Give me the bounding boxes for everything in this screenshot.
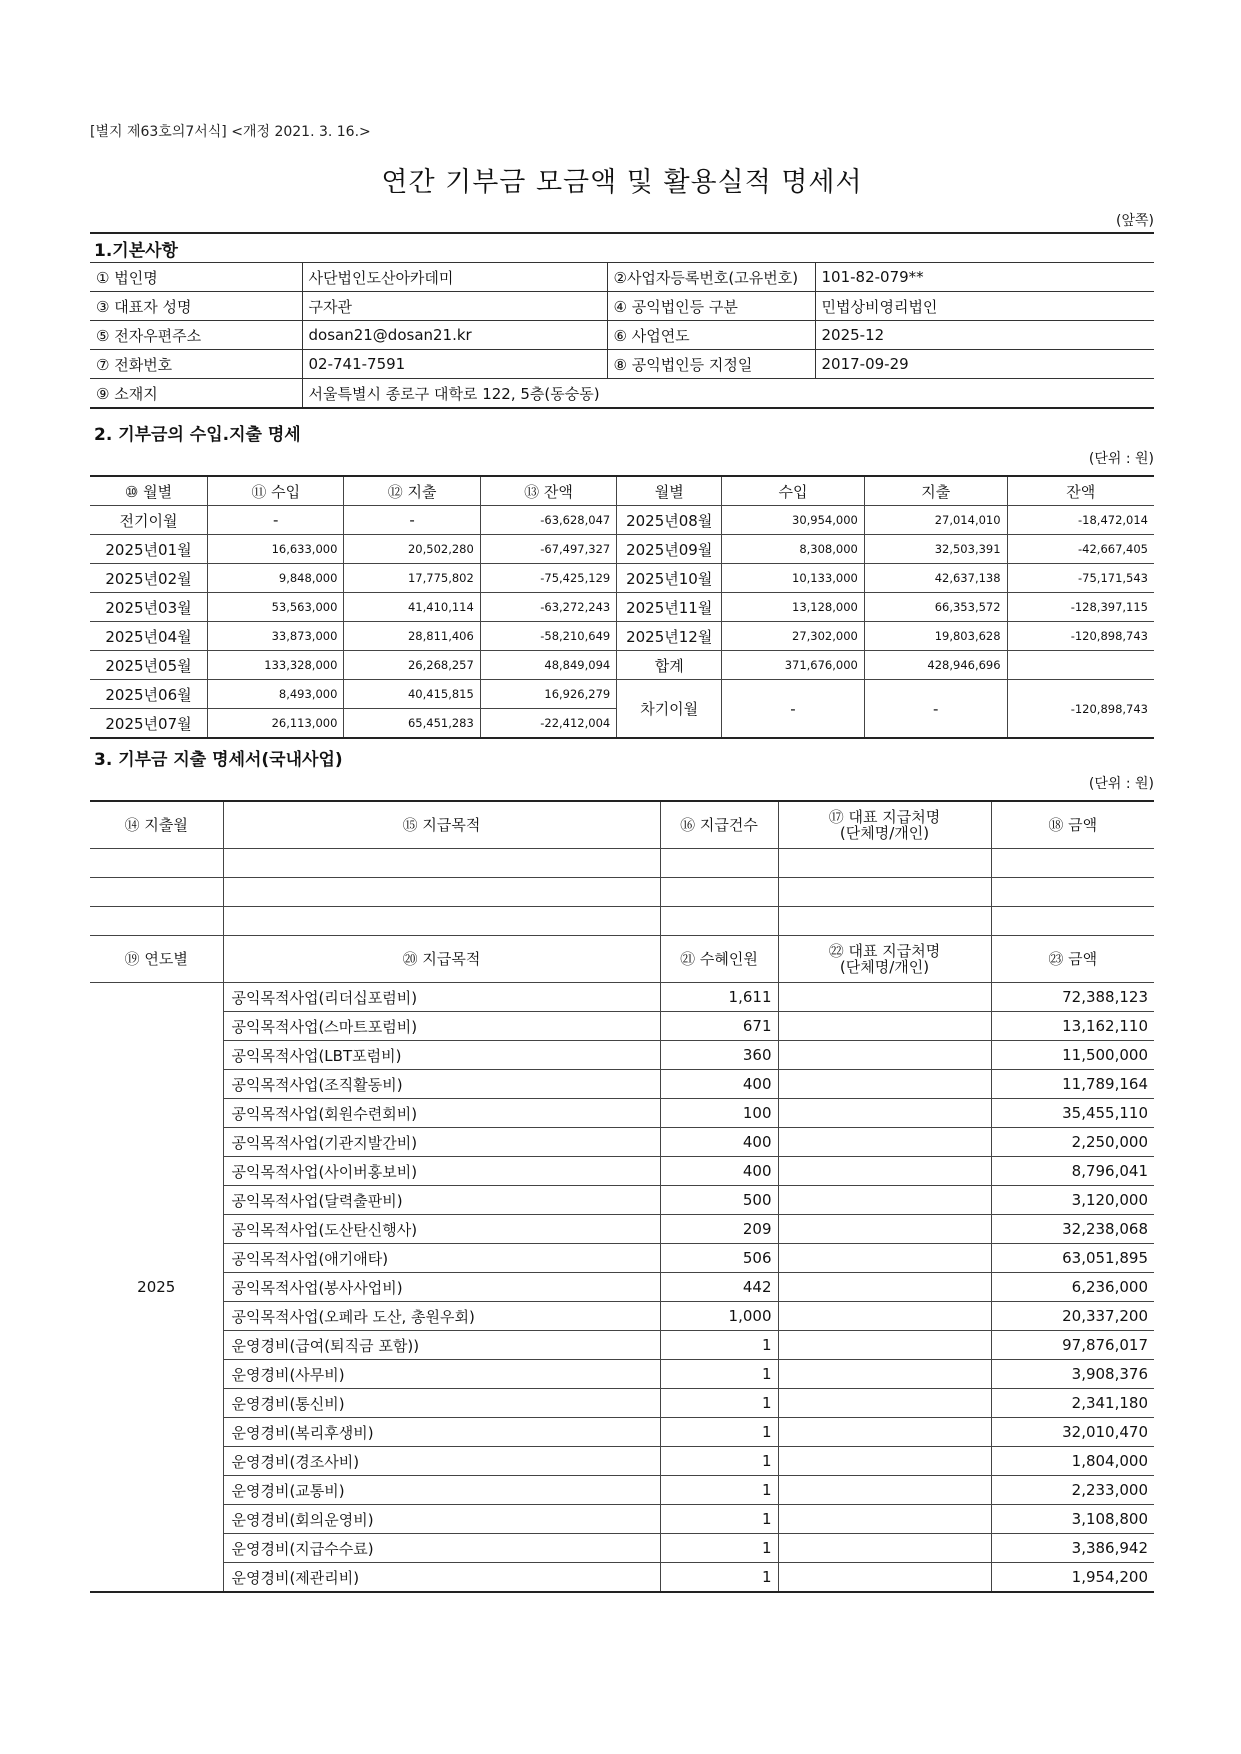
purpose: 운영경비(통신비) bbox=[223, 1389, 660, 1418]
col-payee-line1: ㉒ 대표 지급처명 bbox=[828, 942, 941, 960]
purpose: 공익목적사업(봉사사업비) bbox=[223, 1273, 660, 1302]
purpose: 공익목적사업(사이버홍보비) bbox=[223, 1157, 660, 1186]
table-row bbox=[90, 1447, 1154, 1476]
total-label: 합계 bbox=[617, 651, 722, 680]
info-row bbox=[90, 321, 1154, 350]
balance: -22,412,004 bbox=[480, 709, 616, 739]
expense: 42,637,138 bbox=[864, 564, 1007, 593]
empty-row bbox=[90, 907, 1154, 936]
table-row bbox=[90, 1331, 1154, 1360]
table-row bbox=[90, 1273, 1154, 1302]
table-row bbox=[90, 1534, 1154, 1563]
beneficiary-count: 1 bbox=[660, 1331, 778, 1360]
payee bbox=[778, 1186, 991, 1215]
purpose: 운영경비(제관리비) bbox=[223, 1563, 660, 1593]
month: 2025년02월 bbox=[90, 564, 208, 593]
beneficiary-count: 442 bbox=[660, 1273, 778, 1302]
amount: 3,108,800 bbox=[991, 1505, 1154, 1534]
income: 33,873,000 bbox=[208, 622, 344, 651]
balance: -75,171,543 bbox=[1007, 564, 1154, 593]
section-title: 1.기본사항 bbox=[90, 233, 1154, 263]
balance: -67,497,327 bbox=[480, 535, 616, 564]
purpose: 운영경비(복리후생비) bbox=[223, 1418, 660, 1447]
table-row bbox=[90, 535, 1154, 564]
expense: 32,503,391 bbox=[864, 535, 1007, 564]
amount: 2,233,000 bbox=[991, 1476, 1154, 1505]
beneficiary-count: 209 bbox=[660, 1215, 778, 1244]
month: 2025년06월 bbox=[90, 680, 208, 709]
balance: -128,397,115 bbox=[1007, 593, 1154, 622]
value: 사단법인도산아카데미 bbox=[302, 263, 607, 292]
total-balance bbox=[1007, 651, 1154, 680]
table-row bbox=[90, 1563, 1154, 1593]
col-income: 수입 bbox=[722, 476, 865, 506]
amount: 2,341,180 bbox=[991, 1389, 1154, 1418]
label: ④ 공익법인등 구분 bbox=[607, 292, 815, 321]
table-row bbox=[90, 1302, 1154, 1331]
payee bbox=[778, 1476, 991, 1505]
payee bbox=[778, 1331, 991, 1360]
amount: 20,337,200 bbox=[991, 1302, 1154, 1331]
payee bbox=[778, 1389, 991, 1418]
expense: - bbox=[344, 506, 480, 535]
total-income: 371,676,000 bbox=[722, 651, 865, 680]
month: 2025년07월 bbox=[90, 709, 208, 739]
payee bbox=[778, 1244, 991, 1273]
col-income: ⑪ 수입 bbox=[208, 476, 344, 506]
amount: 3,908,376 bbox=[991, 1360, 1154, 1389]
balance: -75,425,129 bbox=[480, 564, 616, 593]
table-row bbox=[90, 1360, 1154, 1389]
label: ⑦ 전화번호 bbox=[90, 350, 302, 379]
col-payee-line2: (단체명/개인) bbox=[839, 824, 930, 842]
table-row bbox=[90, 506, 1154, 535]
payee bbox=[778, 1041, 991, 1070]
table-row bbox=[90, 1012, 1154, 1041]
col-count: ⑯ 지급건수 bbox=[660, 801, 778, 849]
purpose: 공익목적사업(회원수련회비) bbox=[223, 1099, 660, 1128]
expense: 41,410,114 bbox=[344, 593, 480, 622]
beneficiary-count: 400 bbox=[660, 1128, 778, 1157]
purpose: 운영경비(경조사비) bbox=[223, 1447, 660, 1476]
table-row bbox=[90, 651, 1154, 680]
balance: -42,667,405 bbox=[1007, 535, 1154, 564]
month: 2025년03월 bbox=[90, 593, 208, 622]
info-row bbox=[90, 292, 1154, 321]
income: 30,954,000 bbox=[722, 506, 865, 535]
info-row bbox=[90, 350, 1154, 379]
beneficiary-count: 1 bbox=[660, 1389, 778, 1418]
income: 27,302,000 bbox=[722, 622, 865, 651]
table-header-row bbox=[90, 476, 1154, 506]
expense: 19,803,628 bbox=[864, 622, 1007, 651]
amount: 32,010,470 bbox=[991, 1418, 1154, 1447]
income: 26,113,000 bbox=[208, 709, 344, 739]
expense: 27,014,010 bbox=[864, 506, 1007, 535]
income: 8,308,000 bbox=[722, 535, 865, 564]
expense: 28,811,406 bbox=[344, 622, 480, 651]
amount: 63,051,895 bbox=[991, 1244, 1154, 1273]
expense: 66,353,572 bbox=[864, 593, 1007, 622]
col-month: ⑩ 월별 bbox=[90, 476, 208, 506]
col-purpose: ⑳ 지급목적 bbox=[223, 936, 660, 983]
beneficiary-count: 400 bbox=[660, 1070, 778, 1099]
carryover-expense: - bbox=[864, 680, 1007, 739]
col-payee-line1: ⑰ 대표 지급처명 bbox=[828, 808, 941, 826]
table-row bbox=[90, 680, 1154, 709]
amount: 32,238,068 bbox=[991, 1215, 1154, 1244]
label: ②사업자등록번호(고유번호) bbox=[607, 263, 815, 292]
balance: -63,272,243 bbox=[480, 593, 616, 622]
col-year: ⑲ 연도별 bbox=[90, 936, 223, 983]
col-payee-line2: (단체명/개인) bbox=[839, 958, 930, 976]
payee bbox=[778, 1360, 991, 1389]
col-beneficiaries: ㉑ 수혜인원 bbox=[660, 936, 778, 983]
purpose: 공익목적사업(기관지발간비) bbox=[223, 1128, 660, 1157]
income-expense-table bbox=[90, 475, 1154, 739]
col-expense: 지출 bbox=[864, 476, 1007, 506]
payee bbox=[778, 983, 991, 1012]
amount: 3,386,942 bbox=[991, 1534, 1154, 1563]
beneficiary-count: 1 bbox=[660, 1447, 778, 1476]
beneficiary-count: 1 bbox=[660, 1505, 778, 1534]
payee bbox=[778, 1302, 991, 1331]
table-row bbox=[90, 1389, 1154, 1418]
table-row bbox=[90, 1476, 1154, 1505]
purpose: 공익목적사업(스마트포럼비) bbox=[223, 1012, 660, 1041]
amount: 11,789,164 bbox=[991, 1070, 1154, 1099]
table-header-row bbox=[90, 936, 1154, 983]
table-row bbox=[90, 1215, 1154, 1244]
table-row bbox=[90, 564, 1154, 593]
col-amount: ⑱ 금액 bbox=[991, 801, 1154, 849]
table-row bbox=[90, 593, 1154, 622]
label: ⑥ 사업연도 bbox=[607, 321, 815, 350]
beneficiary-count: 360 bbox=[660, 1041, 778, 1070]
amount: 1,804,000 bbox=[991, 1447, 1154, 1476]
beneficiary-count: 400 bbox=[660, 1157, 778, 1186]
document-title: 연간 기부금 모금액 및 활용실적 명세서 bbox=[381, 167, 863, 198]
payee bbox=[778, 1012, 991, 1041]
value: 2025-12 bbox=[815, 321, 1154, 350]
table-header-row bbox=[90, 801, 1154, 849]
beneficiary-count: 671 bbox=[660, 1012, 778, 1041]
income: 9,848,000 bbox=[208, 564, 344, 593]
col-payee bbox=[778, 936, 991, 983]
income: 53,563,000 bbox=[208, 593, 344, 622]
amount: 1,954,200 bbox=[991, 1563, 1154, 1593]
balance: -18,472,014 bbox=[1007, 506, 1154, 535]
label: ⑧ 공익법인등 지정일 bbox=[607, 350, 815, 379]
month: 2025년01월 bbox=[90, 535, 208, 564]
purpose: 운영경비(회의운영비) bbox=[223, 1505, 660, 1534]
income: 16,633,000 bbox=[208, 535, 344, 564]
info-row bbox=[90, 263, 1154, 292]
carryover-label: 차기이월 bbox=[617, 680, 722, 739]
payee bbox=[778, 1505, 991, 1534]
payee bbox=[778, 1563, 991, 1593]
purpose: 공익목적사업(달력출판비) bbox=[223, 1186, 660, 1215]
beneficiary-count: 1 bbox=[660, 1476, 778, 1505]
table-row bbox=[90, 1157, 1154, 1186]
beneficiary-count: 1 bbox=[660, 1534, 778, 1563]
income: 133,328,000 bbox=[208, 651, 344, 680]
year-cell: 2025 bbox=[90, 983, 223, 1593]
info-row bbox=[90, 379, 1154, 409]
purpose: 운영경비(급여(퇴직금 포함)) bbox=[223, 1331, 660, 1360]
month: 2025년10월 bbox=[617, 564, 722, 593]
label: ③ 대표자 성명 bbox=[90, 292, 302, 321]
amount: 13,162,110 bbox=[991, 1012, 1154, 1041]
value: 101-82-079** bbox=[815, 263, 1154, 292]
income: 10,133,000 bbox=[722, 564, 865, 593]
amount: 6,236,000 bbox=[991, 1273, 1154, 1302]
amount: 35,455,110 bbox=[991, 1099, 1154, 1128]
beneficiary-count: 1,000 bbox=[660, 1302, 778, 1331]
carryover-balance: -120,898,743 bbox=[1007, 680, 1154, 739]
table-row bbox=[90, 1070, 1154, 1099]
beneficiary-count: 500 bbox=[660, 1186, 778, 1215]
table-row bbox=[90, 622, 1154, 651]
expense: 65,451,283 bbox=[344, 709, 480, 739]
balance: 48,849,094 bbox=[480, 651, 616, 680]
purpose: 공익목적사업(리더십포럼비) bbox=[223, 983, 660, 1012]
beneficiary-count: 506 bbox=[660, 1244, 778, 1273]
purpose: 공익목적사업(도산탄신행사) bbox=[223, 1215, 660, 1244]
amount: 97,876,017 bbox=[991, 1331, 1154, 1360]
payee bbox=[778, 1215, 991, 1244]
month: 2025년11월 bbox=[617, 593, 722, 622]
total-expense: 428,946,696 bbox=[864, 651, 1007, 680]
beneficiary-count: 1 bbox=[660, 1418, 778, 1447]
income: 8,493,000 bbox=[208, 680, 344, 709]
amount: 3,120,000 bbox=[991, 1186, 1154, 1215]
month: 2025년12월 bbox=[617, 622, 722, 651]
payee bbox=[778, 1070, 991, 1099]
section-basic-info bbox=[90, 232, 1154, 409]
expense-details-table bbox=[90, 800, 1154, 1593]
expense: 40,415,815 bbox=[344, 680, 480, 709]
month: 2025년05월 bbox=[90, 651, 208, 680]
purpose: 운영경비(사무비) bbox=[223, 1360, 660, 1389]
table-row bbox=[90, 1128, 1154, 1157]
carryover-income: - bbox=[722, 680, 865, 739]
expense: 26,268,257 bbox=[344, 651, 480, 680]
purpose: 공익목적사업(조직활동비) bbox=[223, 1070, 660, 1099]
month: 2025년08월 bbox=[617, 506, 722, 535]
purpose: 운영경비(지급수수료) bbox=[223, 1534, 660, 1563]
month: 2025년09월 bbox=[617, 535, 722, 564]
table-row bbox=[90, 983, 1154, 1012]
purpose: 공익목적사업(LBT포럼비) bbox=[223, 1041, 660, 1070]
expense: 17,775,802 bbox=[344, 564, 480, 593]
income: - bbox=[208, 506, 344, 535]
expense-rows bbox=[90, 983, 1154, 1593]
basic-info-table bbox=[90, 232, 1154, 409]
payee bbox=[778, 1418, 991, 1447]
empty-row bbox=[90, 849, 1154, 878]
balance: -58,210,649 bbox=[480, 622, 616, 651]
col-expense: ⑫ 지출 bbox=[344, 476, 480, 506]
beneficiary-count: 1,611 bbox=[660, 983, 778, 1012]
col-amount: ㉓ 금액 bbox=[991, 936, 1154, 983]
front-page-label: (앞쪽) bbox=[1116, 213, 1154, 229]
table-row bbox=[90, 1505, 1154, 1534]
col-payee bbox=[778, 801, 991, 849]
label: ⑨ 소재지 bbox=[90, 379, 302, 409]
col-expense-month: ⑭ 지출월 bbox=[90, 801, 223, 849]
value: 민법상비영리법인 bbox=[815, 292, 1154, 321]
payee bbox=[778, 1099, 991, 1128]
purpose: 공익목적사업(애기애타) bbox=[223, 1244, 660, 1273]
purpose: 공익목적사업(오페라 도산, 총원우회) bbox=[223, 1302, 660, 1331]
table-row bbox=[90, 1186, 1154, 1215]
purpose: 운영경비(교통비) bbox=[223, 1476, 660, 1505]
amount: 8,796,041 bbox=[991, 1157, 1154, 1186]
payee bbox=[778, 1128, 991, 1157]
payee bbox=[778, 1534, 991, 1563]
empty-row bbox=[90, 878, 1154, 907]
value: 2017-09-29 bbox=[815, 350, 1154, 379]
month: 2025년04월 bbox=[90, 622, 208, 651]
value: 구자관 bbox=[302, 292, 607, 321]
label: ⑤ 전자우편주소 bbox=[90, 321, 302, 350]
col-month: 월별 bbox=[617, 476, 722, 506]
expense: 20,502,280 bbox=[344, 535, 480, 564]
beneficiary-count: 1 bbox=[660, 1563, 778, 1593]
beneficiary-count: 1 bbox=[660, 1360, 778, 1389]
payee bbox=[778, 1157, 991, 1186]
month: 전기이월 bbox=[90, 506, 208, 535]
amount: 11,500,000 bbox=[991, 1041, 1154, 1070]
col-balance: 잔액 bbox=[1007, 476, 1154, 506]
table-row bbox=[90, 1099, 1154, 1128]
payee bbox=[778, 1447, 991, 1476]
col-balance: ⑬ 잔액 bbox=[480, 476, 616, 506]
section-title: 3. 기부금 지출 명세서(국내사업) bbox=[94, 750, 343, 770]
balance: -120,898,743 bbox=[1007, 622, 1154, 651]
label: ① 법인명 bbox=[90, 263, 302, 292]
unit-label: (단위 : 원) bbox=[1088, 451, 1154, 467]
section-title: 2. 기부금의 수입.지출 명세 bbox=[94, 425, 301, 445]
value: dosan21@dosan21.kr bbox=[302, 321, 607, 350]
payee bbox=[778, 1273, 991, 1302]
table-row bbox=[90, 1418, 1154, 1447]
col-purpose: ⑮ 지급목적 bbox=[223, 801, 660, 849]
form-reference: [별지 제63호의7서식] <개정 2021. 3. 16.> bbox=[90, 124, 371, 140]
section-income-expense bbox=[90, 420, 1154, 739]
value: 서울특별시 종로구 대학로 122, 5층(동숭동) bbox=[302, 379, 1154, 409]
value: 02-741-7591 bbox=[302, 350, 607, 379]
amount: 72,388,123 bbox=[991, 983, 1154, 1012]
beneficiary-count: 100 bbox=[660, 1099, 778, 1128]
section-expense-details bbox=[90, 745, 1154, 1593]
balance: -63,628,047 bbox=[480, 506, 616, 535]
balance: 16,926,279 bbox=[480, 680, 616, 709]
table-row bbox=[90, 1041, 1154, 1070]
income: 13,128,000 bbox=[722, 593, 865, 622]
unit-label: (단위 : 원) bbox=[1088, 776, 1154, 792]
table-row bbox=[90, 1244, 1154, 1273]
amount: 2,250,000 bbox=[991, 1128, 1154, 1157]
